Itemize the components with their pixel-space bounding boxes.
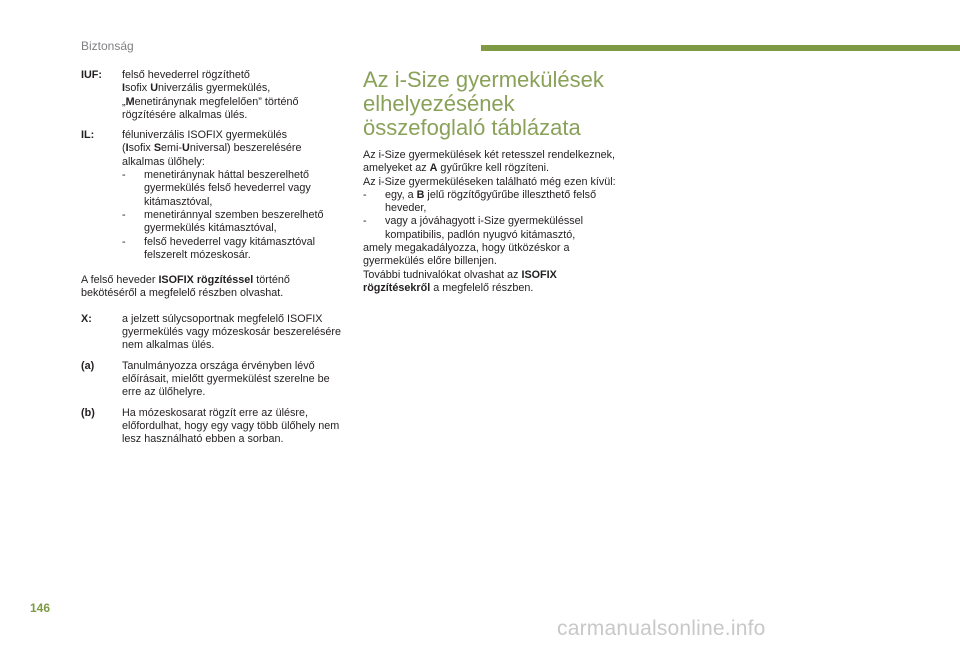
- right-column: [363, 69, 625, 295]
- isofix-paragraph: A felső heveder ISOFIX rögzítéssel történő bekötéséről a megfelelő részben olvashat.: [81, 274, 290, 300]
- il-line: féluniverzális ISOFIX gyermekülés: [122, 129, 288, 142]
- term-x: X:: [81, 312, 92, 325]
- isize-paragraph: További tudnivalókat olvashat az ISOFIX rögzítésekről a megfelelő részben.: [363, 268, 557, 294]
- il-line: (Isofix Semi-Universal) beszerelésére: [122, 142, 302, 155]
- il-line: alkalmas ülőhely:: [122, 155, 205, 168]
- il-list-item: - menetiránynak háttal beszerelhető gyermekülés felső hevederrel vagy kitámasztóval,: [122, 169, 311, 208]
- left-column: [81, 69, 343, 453]
- isize-list-item: - egy, a B jelű rögzítőgyűrűbe illeszthető felső heveder,: [363, 188, 597, 215]
- definition-il-body: [122, 129, 343, 262]
- watermark: carmanualsonline.info: [557, 617, 766, 640]
- iuf-line: rögzítésére alkalmas ülés.: [122, 108, 248, 121]
- section-heading: Az i-Size gyermekülések elhelyezésének összefoglaló táblázata: [363, 67, 604, 140]
- definition-b: [81, 407, 343, 447]
- term-il: IL:: [81, 129, 95, 142]
- definition-a-body: Tanulmányozza országa érvényben lévő előírásait, mielőtt gyermekülést szerelne be erre az ülőhelyre.: [122, 359, 330, 399]
- il-list-item: - menetiránnyal szemben beszerelhető gyermekülés kitámasztóval,: [122, 208, 324, 235]
- definition-iuf-body: [122, 69, 343, 122]
- header-accent-bar: [481, 45, 960, 51]
- page-number: 146: [30, 601, 51, 615]
- iuf-line: Isofix Univerzális gyermekülés,: [122, 82, 271, 95]
- isize-paragraph: Az i-Size gyermekülések két retesszel rendelkeznek, amelyeket az A gyűrűkre kell rögzíteni.: [363, 149, 616, 175]
- definition-iuf: [81, 69, 343, 122]
- iuf-line: „Menetiránynak megfelelően” történő: [122, 95, 299, 108]
- isize-list-item: - vagy a jóváhagyott i-Size gyermeküléssel kompatibilis, padlón nyugvó kitámasztó,: [363, 215, 584, 241]
- iuf-line: felső hevederrel rögzíthető: [122, 69, 250, 81]
- isize-paragraph: Az i-Size gyermeküléseken található még ezen kívül:: [363, 175, 616, 188]
- definition-x: [81, 313, 343, 353]
- il-list-item: - felső hevederrel vagy kitámasztóval felszerelt mózeskosár.: [122, 235, 316, 261]
- term-iuf: IUF:: [81, 69, 102, 81]
- term-a: (a): [81, 359, 95, 372]
- definition-x-body: a jelzett súlycsoportnak megfelelő ISOFIX gyermekülés vagy mózeskosár beszerelésére nem alkalmas ülés.: [122, 312, 342, 352]
- section-title: Biztonság: [81, 39, 134, 53]
- definition-a: [81, 360, 343, 400]
- definition-b-body: Ha mózeskosarat rögzít erre az ülésre, előfordulhat, hogy egy vagy több ülőhely nem lesz használható ebben a sorban.: [122, 406, 340, 446]
- term-b: (b): [81, 406, 95, 419]
- isize-paragraph: amely megakadályozza, hogy ütközéskor a gyermekülés előre billenjen.: [363, 242, 570, 268]
- definition-il: [81, 129, 343, 262]
